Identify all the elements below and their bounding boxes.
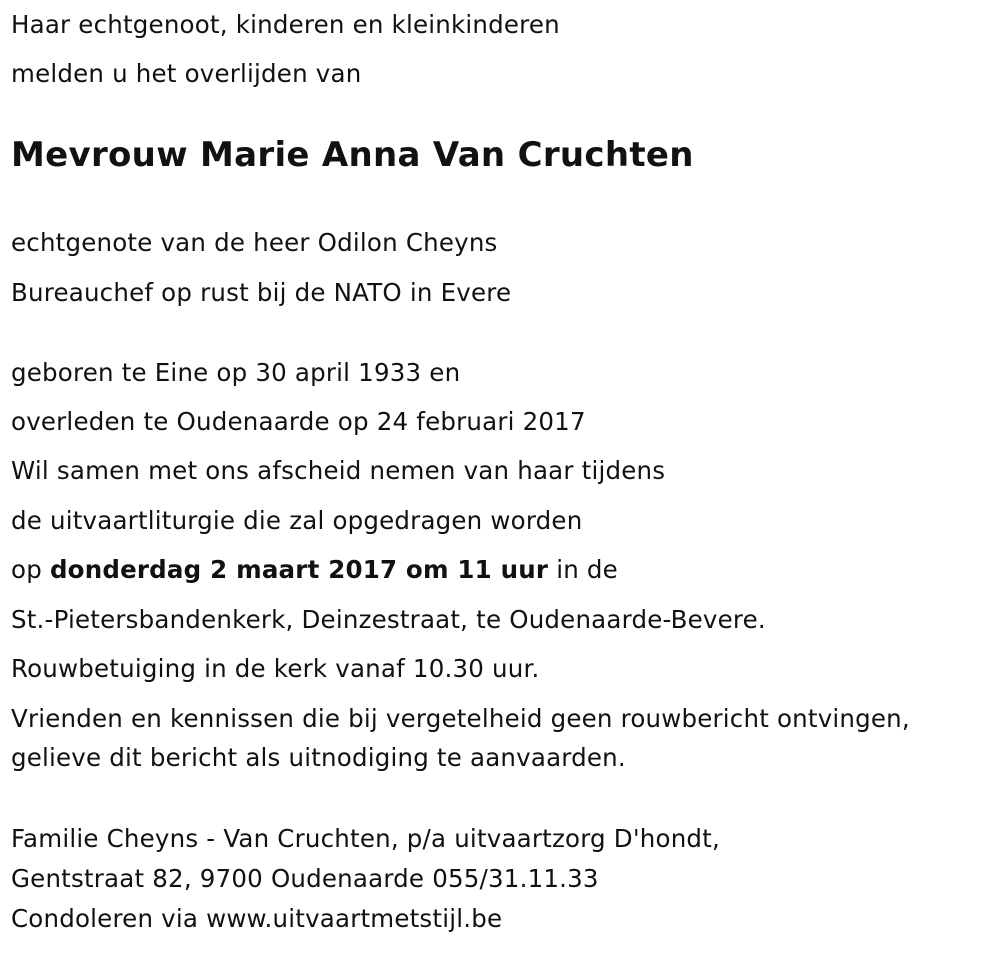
address-phone: Gentstraat 82, 9700 Oudenaarde 055/31.11.33 (11, 864, 599, 893)
intro-line-1: Haar echtgenoot, kinderen en kleinkinderen (11, 10, 560, 39)
invite-line-2: de uitvaartliturgie die zal opgedragen worden (11, 506, 583, 535)
condolence-website: Condoleren via www.uitvaartmetstijl.be (11, 904, 503, 933)
ceremony-when-line (11, 555, 618, 585)
notice-line-1: Vrienden en kennissen die bij vergetelheid geen rouwbericht ontvingen, (11, 704, 910, 733)
notice-line-2: gelieve dit bericht als uitnodiging te aanvaarden. (11, 743, 626, 772)
intro-line-2: melden u het overlijden van (11, 59, 362, 88)
invite-line-1: Wil samen met ons afscheid nemen van haar tijdens (11, 456, 666, 485)
ceremony-datetime: donderdag 2 maart 2017 om 11 uur (49, 555, 549, 584)
spouse-line: echtgenote van de heer Odilon Cheyns (11, 228, 498, 257)
born-line: geboren te Eine op 30 april 1933 en (11, 358, 461, 387)
occupation-line: Bureauchef op rust bij de NATO in Evere (11, 278, 512, 307)
when-suffix: in de (548, 555, 618, 584)
deceased-name: Mevrouw Marie Anna Van Cruchten (11, 135, 694, 175)
when-prefix: op (11, 555, 50, 584)
condolence-time: Rouwbetuiging in de kerk vanaf 10.30 uur. (11, 654, 540, 683)
ceremony-location: St.-Pietersbandenkerk, Deinzestraat, te Oudenaarde-Bevere. (11, 605, 766, 634)
family-contact: Familie Cheyns - Van Cruchten, p/a uitvaartzorg D'hondt, (11, 824, 720, 853)
died-line: overleden te Oudenaarde op 24 februari 2017 (11, 407, 586, 436)
